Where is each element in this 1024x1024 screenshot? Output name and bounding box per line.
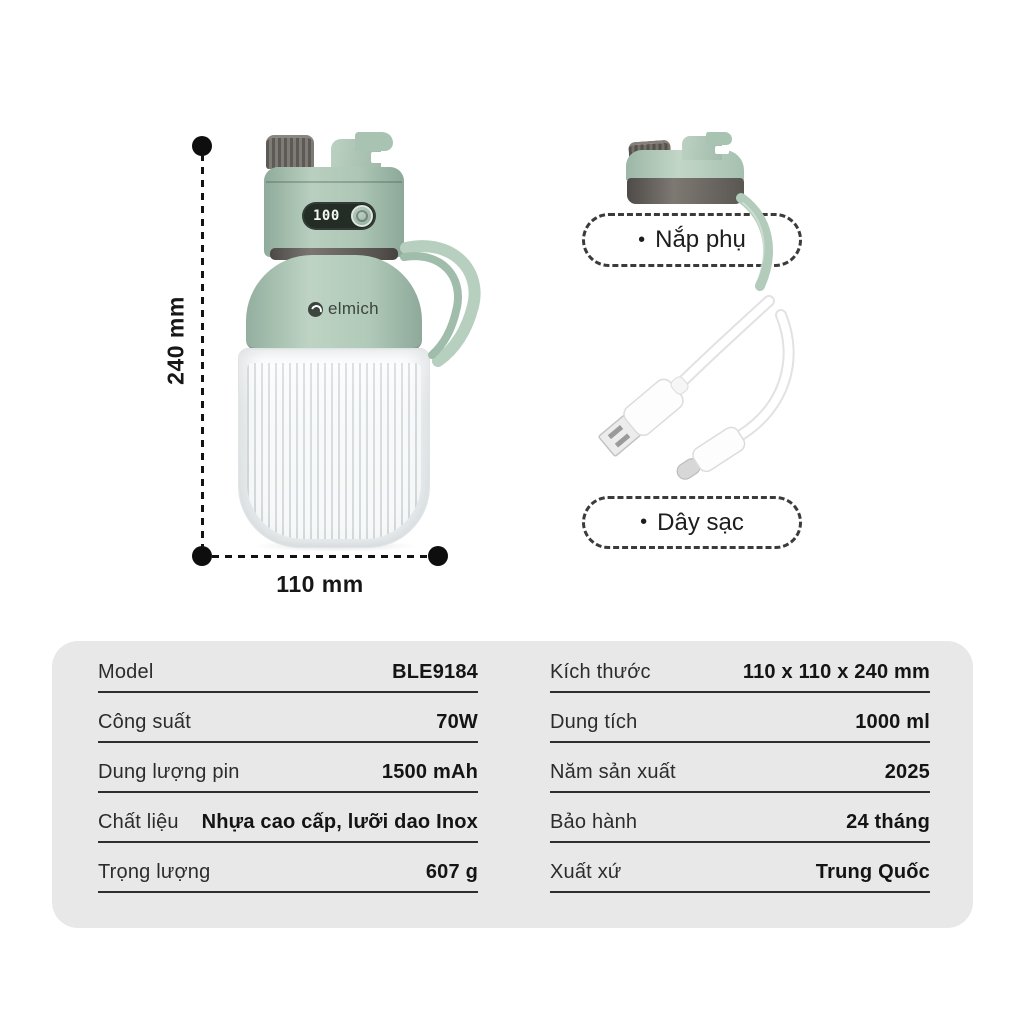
spec-row-capacity [550,693,930,743]
spec-label: Năm sản xuất [550,761,676,783]
spec-label: Bảo hành [550,811,638,833]
spare-lid-strap [733,192,785,294]
usb-a-connector [596,368,696,460]
spec-label: Model [98,661,154,683]
spec-value: 1000 ml [855,711,930,733]
spec-value: 24 tháng [846,811,930,833]
spec-row-power [98,693,478,743]
spec-row-origin [550,843,930,893]
spec-row-material [98,793,478,843]
blender-knob [266,135,314,169]
spec-value: 110 x 110 x 240 mm [742,661,930,683]
spec-row-warranty [550,793,930,843]
dimension-width-label: 110 mm [276,571,364,597]
dimension-dot-bottom-right [428,546,448,566]
spec-row-weight [98,843,478,893]
dimension-line-vertical [201,154,204,548]
spec-row-year [550,743,930,793]
spec-label: Chất liệu [98,811,179,833]
spare-lid-base [627,178,744,204]
spec-label: Trọng lượng [98,861,211,883]
spec-label: Xuất xứ [550,861,622,883]
spec-label: Công suất [98,711,191,733]
spec-table [52,641,973,928]
spec-label: Dung lượng pin [98,761,240,783]
dimension-line-horizontal [212,555,430,558]
bottle-strap [400,232,490,367]
power-button-icon [351,205,373,227]
battery-display [302,202,376,230]
spec-row-model [98,643,478,693]
bullet-icon: • [638,228,646,251]
brand-logo [308,299,379,319]
dimension-height-label: 240 mm [162,296,189,385]
cable-label: Dây sạc [657,508,744,536]
dimension-dot-top [192,136,212,156]
spec-column-right [550,643,930,928]
spec-value: Trung Quốc [815,861,930,883]
bullet-icon: • [640,511,648,533]
spec-value: 70W [436,711,478,733]
usb-c-connector [671,424,747,486]
spec-value: BLE9184 [392,661,478,683]
spec-value: 1500 mAh [381,761,478,783]
dimension-dot-bottom-left [192,546,212,566]
spec-value: 2025 [884,761,930,783]
spec-value: 607 g [425,861,478,883]
battery-level-value: 100 [313,208,340,224]
spec-value: Nhựa cao cấp, lưỡi dao Inox [201,811,478,833]
spec-label: Dung tích [550,711,638,733]
cable-callout [582,496,802,549]
spec-row-size [550,643,930,693]
spare-lid-label: Nắp phụ [655,226,746,253]
blender-cup [238,348,430,548]
brand-name: elmich [328,299,379,318]
brand-logo-icon [308,302,323,317]
spec-label: Kích thước [550,661,651,683]
spec-column-left [98,643,478,928]
spec-row-battery [98,743,478,793]
spare-lid-spout [682,136,722,160]
charging-cable [585,295,905,495]
